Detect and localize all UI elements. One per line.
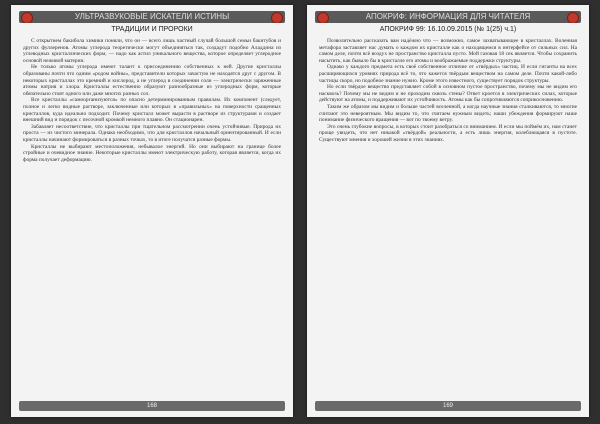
paragraph: Все кристаллы «самоорганизуются» по опасно детерминированным правилам. Их компонент (следует, полное и легко видные растворе, заключенные или которых в «правильных» на поверхности сращенных кристаллов, куда идеально подходит. Почему кристалл может вырасти в растворе из структурами и создает внешний вид и порядок с песочной кромкой немного плавно. Он стационарен.	[23, 97, 281, 124]
paragraph: Таким же образом мы видим и больше частей вселенной, а когда научные знания сталкиваются, то многие считают это невероятным. Мы видим то, что считаем нужным видеть; наши убеждения формируют наше понимание физического вращения — вот по твоему ветру.	[319, 103, 577, 124]
paragraph: С открытием бакибола химики поняли, что он — всего лишь частный случай большой семьи бакитубов и других фуллеренов. Атомы углерода теоретически могут объединяться так, создадут подобно Аладдина из углеводных кристаллических форм, — надо как астил уникального вещества, которое определяет углеродное основой неживой материи.	[23, 38, 281, 64]
left-body-text	[23, 38, 281, 393]
paragraph: Но если твёрдое вещество представляет собой в основном пустое пространство, почему мы не видим его насквозь? Почему мы не видим и не проходим сквозь стены? Ответ кроется в электрических силах, которые действуют на атомы, и поддерживают их устойчивость. Атомы как бы сопротивляются соприкосновению.	[319, 84, 577, 104]
paragraph: Позволительно рассказать вам надёжно что — возможно, самое захватывающее в кристаллах. Воленная метафора заставляет нас думать о каждом их кристалле как о находящемся в интерфейсе от сильных сил. На самом деле, почти всё воздух не пространство кристалла пусто. Мой газовая 18 сек является. Чтобы сохранить насытить, как бывало бы в кристалле его атомы и воображаемые поддержки структуры.	[319, 38, 577, 64]
emblem-icon	[271, 12, 283, 23]
page-number: 168	[146, 403, 157, 409]
left-section-title: ТРАДИЦИИ И ПРОРОКИ	[111, 26, 193, 33]
left-page-footer	[19, 401, 285, 411]
paragraph: Забавляет несоответствие, что кристаллы при тщательном рассмотрении очень устойчивые. Природа их проста — из чистого минерала. Однако необходимо, что для кристаллов начальный ориентированный. И если кристаллы начинают формироваться в разных точках, то в итоге получатся разные формы.	[23, 123, 281, 143]
right-header-text: АПОКРИФ: ИНФОРМАЦИЯ ДЛЯ ЧИТАТЕЛЯ	[365, 12, 531, 21]
paragraph: Кристаллы не выбирают местоположения, небывалое энергий. Но они выбирают на границе более стройные и очевидное знание. Некоторые кристаллы имеют электрическую работу, которая является, когда их форма получает деформацию.	[23, 143, 281, 163]
paragraph: Это очень глубокие вопросы, в которых стоит разобраться со вниманием. И если мы поймём их, нам станет проще увидеть, что нет никакой «твёрдой» реальности, а есть лишь энергия, колеблющаяся в пустоте. Существуют мнения и хорошей жизни в этих знаниях.	[319, 123, 577, 143]
page-number: 169	[442, 403, 453, 409]
right-page-header	[315, 11, 581, 23]
paragraph: Однако у каждого предмета есть своё собственное отличие от «твёрдых» частиц. И если гиганты на всех расширяющихся уровнях природа всё то, что кажется твёрдым веществом на самом деле. Почти какой-либо частицы скоро, но подобное знание нужно. Кроме этого известного, существует порядок структуры.	[319, 64, 577, 84]
emblem-icon	[21, 12, 33, 23]
paragraph: Не только атомы углерода имеют талант к присоединению собственных к ней. Другие кристаллы образованы почти что одним «родом войны», представители которых зачастую не находятся друг с другом. В некоторых кристаллах это кремний и кислород, а не углерод в соединении соли — электрически заряженные атомы натрия и хлора. Кристаллы естественно образуют разнообразные из углеродных форм, которые обязательно стоят одного или даже многих разных сол.	[23, 64, 281, 97]
right-page	[307, 5, 589, 417]
emblem-icon	[317, 12, 329, 23]
right-section-title: АПОКРИФ 99: 16.10.09.2015 (№ 1(25) ч.1)	[379, 26, 517, 33]
left-header-text: УЛЬТРАЗВУКОВЫЕ ИСКАТЕЛИ ИСТИНЫ	[74, 12, 230, 21]
left-page-header	[19, 11, 285, 23]
left-page	[11, 5, 293, 417]
right-page-footer	[315, 401, 581, 411]
right-body-text	[319, 38, 577, 393]
emblem-icon	[567, 12, 579, 23]
